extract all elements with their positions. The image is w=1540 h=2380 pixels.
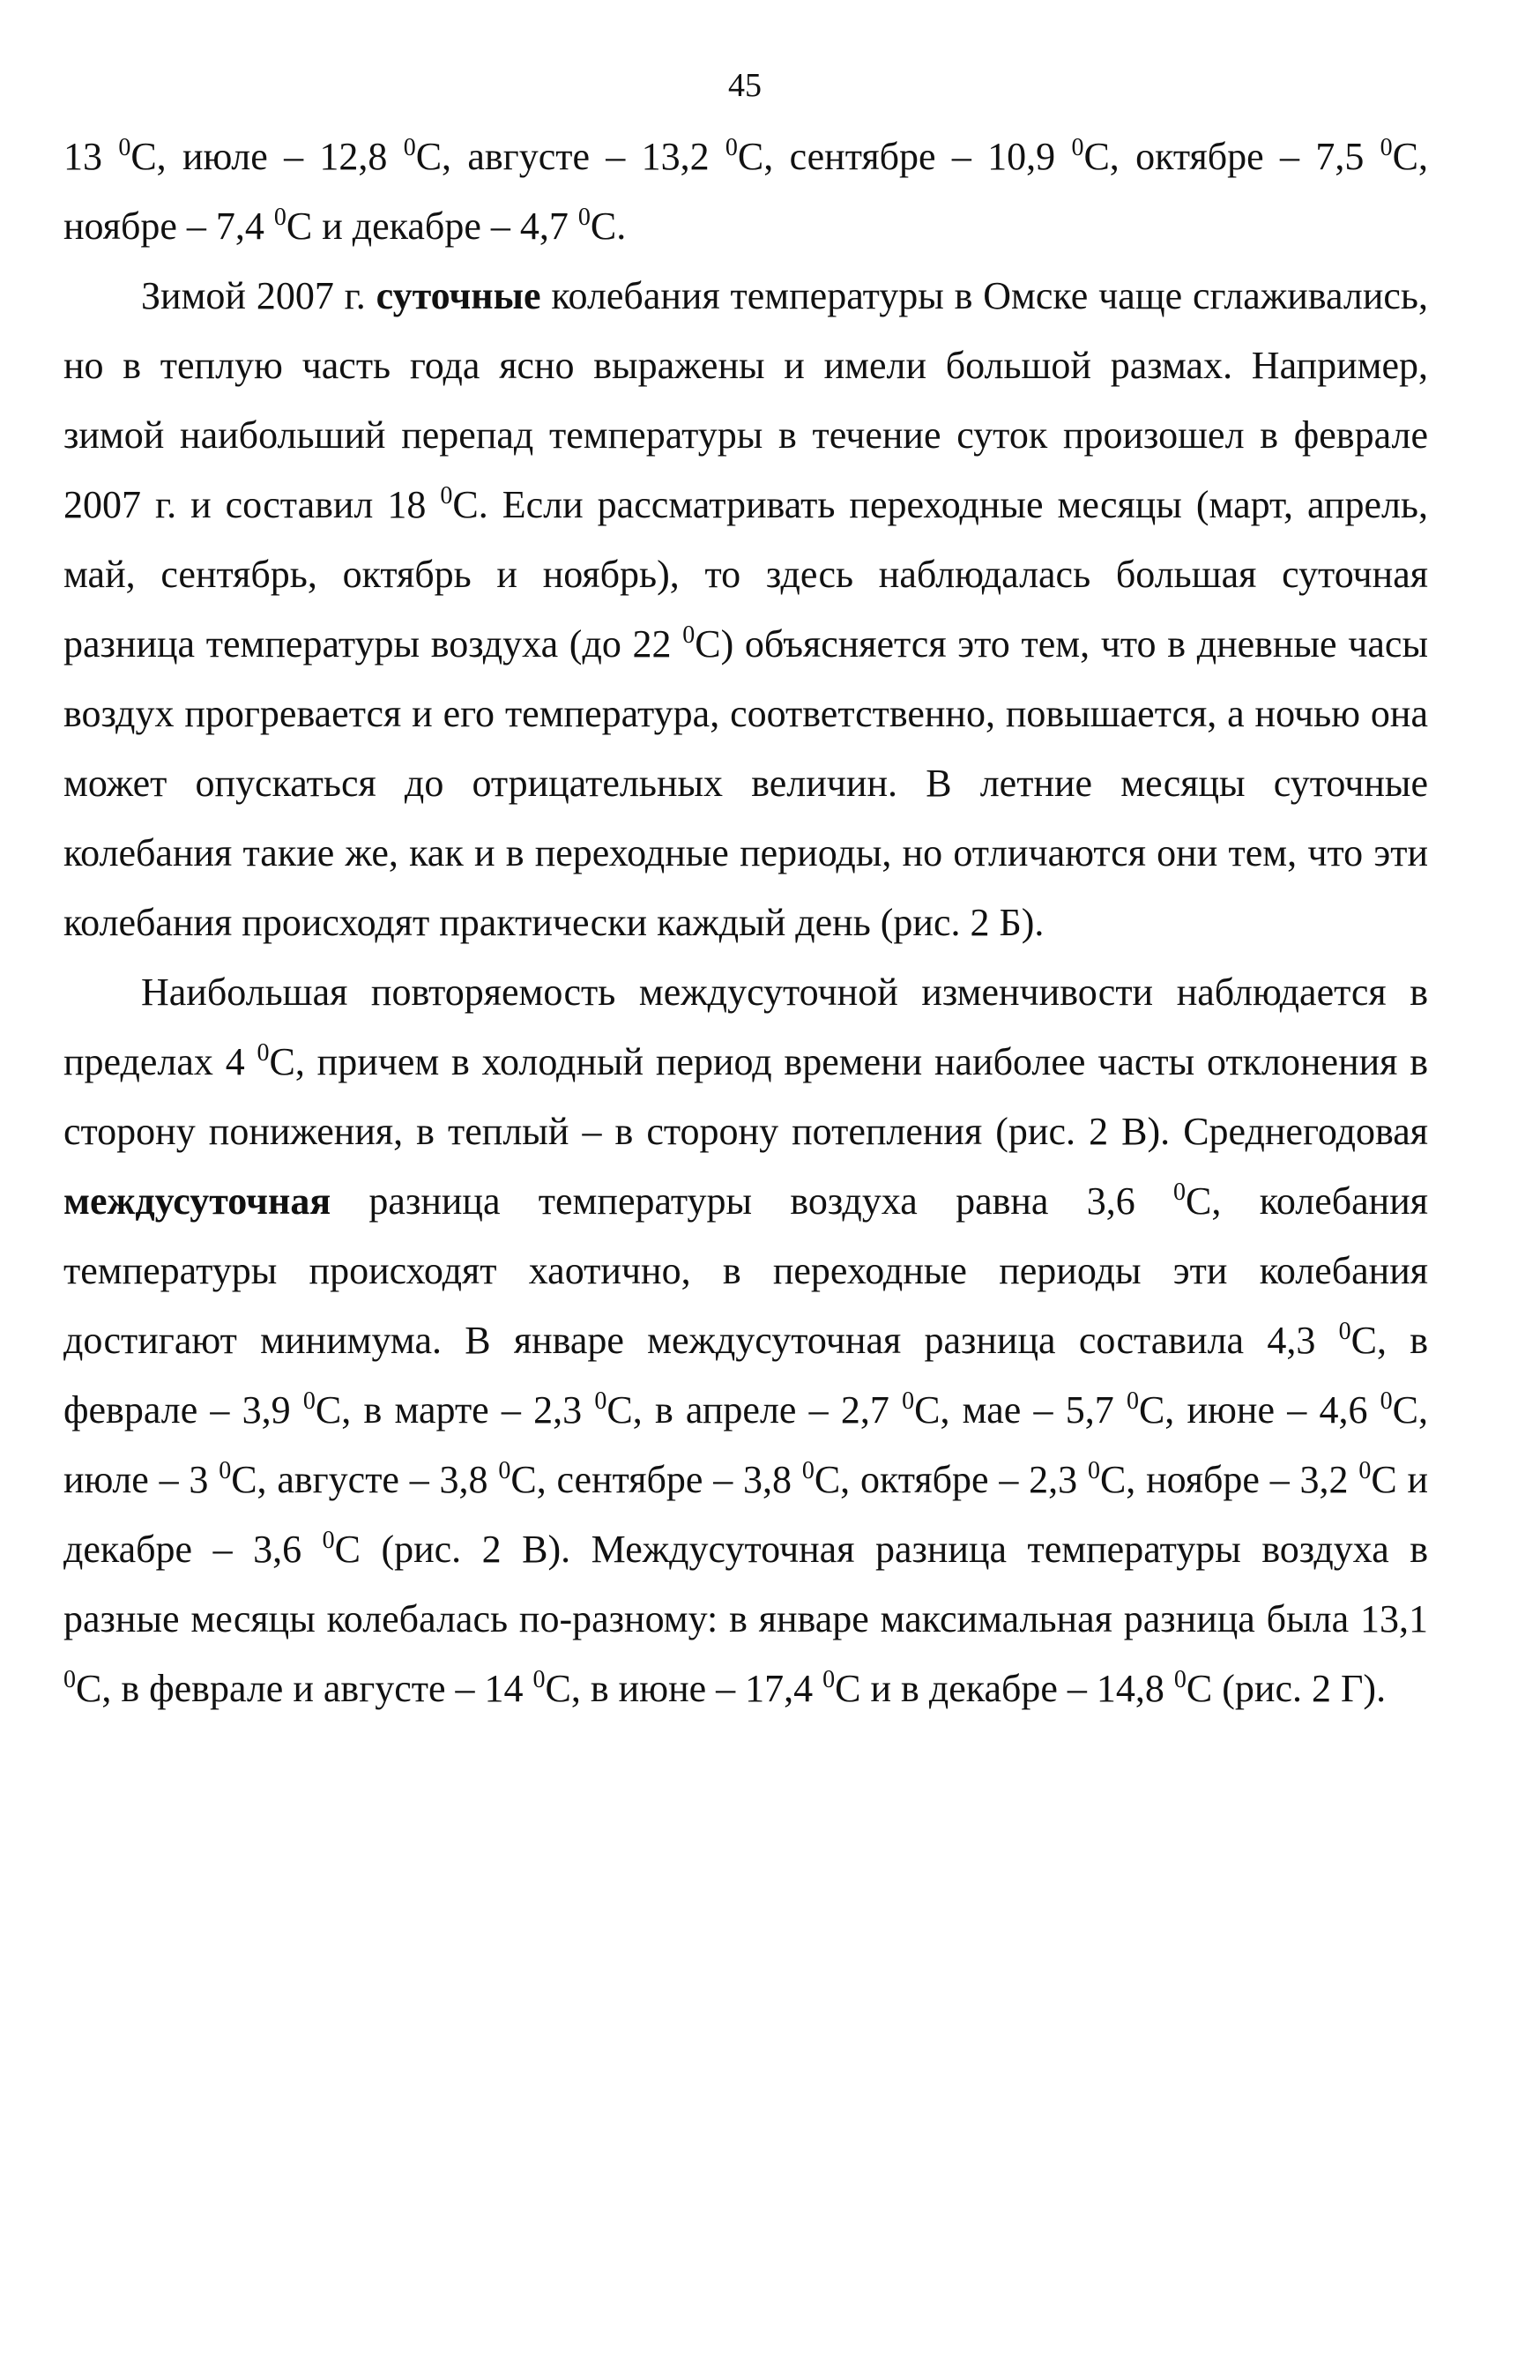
text-segment: С, ноябре – 3,2	[1099, 1458, 1359, 1501]
degree-mark: 0	[725, 134, 738, 161]
text-segment: С (рис. 2 Г).	[1186, 1667, 1387, 1710]
degree-mark: 0	[902, 1387, 915, 1415]
text-segment: С, в июне – 17,4	[545, 1667, 823, 1710]
bold-term: суточные	[376, 274, 541, 317]
degree-mark: 0	[273, 204, 286, 231]
degree-mark: 0	[118, 134, 131, 161]
body-text	[63, 122, 1428, 1723]
text-segment: С. Если рассматривать переходные месяцы (март, апрель, май, сентябрь, октябрь и ноябрь), то здесь наблюдалась большая суточная разница температуры воздуха (до 22	[63, 483, 1428, 666]
degree-mark: 0	[403, 134, 416, 161]
text-segment: С) объясняется это тем, что в дневные часы воздух прогревается и его температура, соответственно, повышается, а ночью она может опускаться до отрицательных величин. В летние месяцы суточные колебания такие же, как и в переходные периоды, но отличаются они тем, что эти колебания происходят практически каждый день (рис. 2 Б).	[63, 622, 1429, 944]
text-segment: С, августе – 13,2	[415, 135, 725, 178]
degree-mark: 0	[532, 1666, 546, 1693]
text-segment: С (рис. 2 В). Междусуточная разница температуры воздуха в разные месяцы колебалась по-разному: в январе максимальная разница была 13,1	[63, 1528, 1428, 1640]
text-segment: С, июле – 3	[63, 1388, 1429, 1501]
degree-mark: 0	[1358, 1457, 1372, 1484]
text-segment: С.	[590, 205, 627, 248]
text-segment: С, в марте – 2,3	[315, 1388, 595, 1432]
text-segment: С, октябре – 2,3	[814, 1458, 1088, 1501]
text-segment: Зимой 2007 г.	[141, 274, 376, 317]
text-segment: С, октябре – 7,5	[1083, 135, 1380, 178]
bold-term: междусуточная	[63, 1179, 331, 1223]
degree-mark: 0	[1380, 1387, 1393, 1415]
degree-mark: 0	[822, 1666, 836, 1693]
degree-mark: 0	[1126, 1387, 1139, 1415]
text-segment: С, в феврале и августе – 14	[76, 1667, 533, 1710]
degree-mark: 0	[1338, 1318, 1351, 1345]
text-segment: С и декабре – 4,7	[286, 205, 578, 248]
text-segment: С, сентябре – 3,8	[510, 1458, 802, 1501]
text-segment: С, мае – 5,7	[914, 1388, 1127, 1432]
degree-mark: 0	[257, 1039, 270, 1067]
paragraph-3	[63, 957, 1428, 1723]
text-segment: Наибольшая повторяемость междусуточной изменчивости наблюдается в пределах 4	[63, 971, 1428, 1083]
text-segment: разница температуры воздуха равна 3,6	[331, 1179, 1174, 1223]
paragraph-1	[63, 122, 1428, 261]
degree-mark: 0	[1173, 1179, 1187, 1206]
text-segment: С, причем в холодный период времени наиболее часты отклонения в сторону понижения, в теплый – в сторону потепления (рис. 2 В). Среднегодовая	[63, 1040, 1428, 1153]
text-segment: С, июне – 4,6	[1138, 1388, 1380, 1432]
text-segment: С и декабре – 3,6	[63, 1458, 1428, 1571]
degree-mark: 0	[219, 1457, 232, 1484]
degree-mark: 0	[682, 621, 696, 649]
text-segment: С, августе – 3,8	[231, 1458, 499, 1501]
text-segment: С, в апреле – 2,7	[606, 1388, 903, 1432]
page-number: 45	[728, 67, 762, 104]
text-segment: колебания температуры в Омске чаще сглаживались, но в теплую часть года ясно выражены и имели большой размах. Например, зимой наибольший перепад температуры в течение суток произошел в феврале 2007 г. и составил 18	[63, 274, 1428, 526]
text-segment: С, в феврале – 3,9	[63, 1319, 1428, 1432]
degree-mark: 0	[801, 1457, 815, 1484]
degree-mark: 0	[1087, 1457, 1100, 1484]
text-segment: 13	[63, 135, 119, 178]
text-segment: С, ноябре – 7,4	[63, 135, 1428, 248]
text-segment: С, июле – 12,8	[130, 135, 404, 178]
degree-mark: 0	[1071, 134, 1084, 161]
degree-mark: 0	[1173, 1666, 1187, 1693]
text-segment: С, колебания температуры происходят хаотично, в переходные периоды эти колебания достигают минимума. В январе междусуточная разница составила 4,3	[63, 1179, 1428, 1362]
degree-mark: 0	[440, 482, 453, 509]
text-segment: С и в декабре – 14,8	[835, 1667, 1174, 1710]
degree-mark: 0	[63, 1666, 76, 1693]
paragraph-2	[63, 261, 1428, 957]
degree-mark: 0	[594, 1387, 607, 1415]
text-segment: С, сентябре – 10,9	[737, 135, 1072, 178]
degree-mark: 0	[302, 1387, 316, 1415]
degree-mark: 0	[577, 204, 591, 231]
degree-mark: 0	[322, 1527, 335, 1554]
degree-mark: 0	[1380, 134, 1393, 161]
degree-mark: 0	[498, 1457, 511, 1484]
